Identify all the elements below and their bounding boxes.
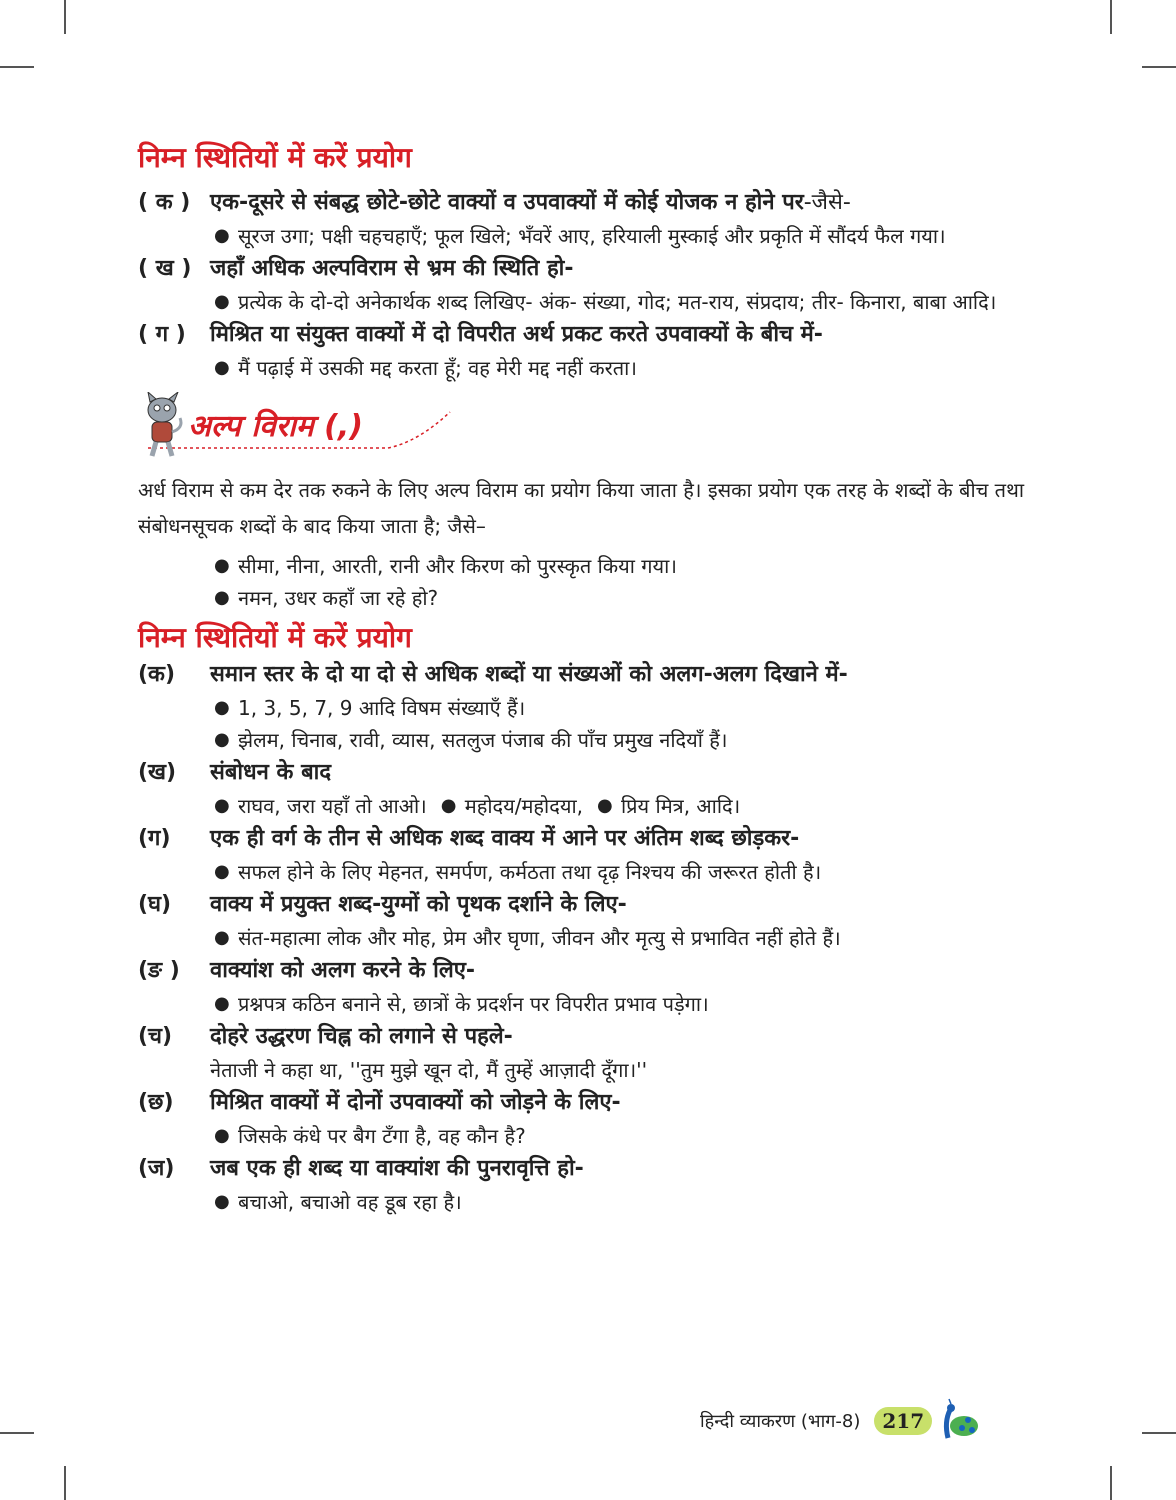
crop-mark — [1142, 66, 1176, 68]
bullet-point: ● राघव, जरा यहाँ तो आओ। ● महोदय/महोदया, ● प्रिय मित्र, आदि। — [214, 790, 1042, 822]
item-label: (ङ ) — [138, 958, 180, 983]
item-label: (क) — [138, 662, 176, 687]
list-item — [138, 954, 1042, 1020]
item-title: मिश्रित या संयुक्त वाक्यों में दो विपरीत अर्थ प्रकट करते उपवाक्यों के बीच में- — [210, 322, 823, 347]
bullet-point: ● सफल होने के लिए मेहनत, समर्पण, कर्मठता तथा दृढ़ निश्चय की जरूरत होती है। — [214, 856, 1042, 888]
list-item — [138, 1086, 1042, 1152]
item-label: ( ख ) — [138, 256, 192, 281]
crop-mark — [1110, 0, 1112, 34]
section2-heading: निम्न स्थितियों में करें प्रयोग — [138, 621, 412, 654]
list-item — [138, 318, 1042, 384]
bullet-icon: ● — [214, 357, 230, 378]
bullet-point: ● प्रश्नपत्र कठिन बनाने से, छात्रों के प्रदर्शन पर विपरीत प्रभाव पड़ेगा। — [214, 988, 1042, 1020]
bullet-icon: ● — [440, 795, 457, 816]
bullet-icon: ● — [214, 225, 230, 246]
list-item — [138, 1020, 1042, 1086]
item-title: वाक्य में प्रयुक्त शब्द-युग्मों को पृथक दर्शाने के लिए- — [210, 892, 627, 917]
item-title: दोहरे उद्धरण चिह्न को लगाने से पहले- — [210, 1024, 513, 1049]
bullet-icon: ● — [214, 1125, 230, 1146]
bullet-icon: ● — [214, 291, 230, 312]
list-item — [138, 252, 1042, 318]
bullet-point: ● बचाओ, बचाओ वह डूब रहा है। — [214, 1186, 1042, 1218]
item-suffix: -जैसे- — [803, 190, 851, 215]
page-number: 217 — [874, 1407, 932, 1435]
bullet-icon: ● — [214, 1191, 230, 1212]
bullet-icon: ● — [597, 795, 613, 816]
item-label: (ग) — [138, 826, 171, 851]
bullet-point: ● संत-महात्मा लोक और मोह, प्रेम और घृणा, जीवन और मृत्यु से प्रभावित नहीं होते हैं। — [214, 922, 1042, 954]
alp-viram-title: अल्प विराम (,) — [188, 409, 363, 444]
alp-viram-banner — [138, 392, 1042, 462]
bullet-icon: ● — [214, 587, 230, 608]
bullet-point: ● झेलम, चिनाब, रावी, व्यास, सतलुज पंजाब की पाँच प्रमुख नदियाँ हैं। — [214, 724, 1042, 756]
item-title: एक-दूसरे से संबद्ध छोटे-छोटे वाक्यों व उपवाक्यों में कोई योजक न होने पर-जैसे- — [210, 190, 851, 215]
page-content — [138, 140, 1042, 1218]
quote-example: नेताजी ने कहा था, ''तुम मुझे खून दो, मैं तुम्हें आज़ादी दूँगा।'' — [210, 1058, 648, 1082]
peacock-icon — [934, 1398, 980, 1444]
book-title: हिन्दी व्याकरण (भाग-8) — [700, 1411, 861, 1432]
bullet-point: ● 1, 3, 5, 7, 9 आदि विषम संख्याएँ हैं। — [214, 692, 1042, 724]
item-title: संबोधन के बाद — [210, 760, 332, 785]
item-title: एक ही वर्ग के तीन से अधिक शब्द वाक्य में आने पर अंतिम शब्द छोड़कर- — [210, 826, 800, 851]
crop-mark — [64, 0, 66, 34]
bullet-icon: ● — [214, 729, 230, 750]
bullet-point: ● मैं पढ़ाई में उसकी मद्द करता हूँ; वह मेरी मद्द नहीं करता। — [214, 352, 1042, 384]
page-footer — [700, 1398, 980, 1444]
list-item — [138, 822, 1042, 888]
item-title: जब एक ही शब्द या वाक्यांश की पुनरावृत्ति हो- — [210, 1156, 584, 1181]
bullet-icon: ● — [214, 555, 230, 576]
list-item — [138, 658, 1042, 756]
bullet-point: ● जिसके कंधे पर बैग टँगा है, वह कौन है? — [214, 1120, 1042, 1152]
bullet-icon: ● — [214, 795, 230, 816]
item-label: (घ) — [138, 892, 172, 917]
bullet-icon: ● — [214, 927, 230, 948]
section1-heading: निम्न स्थितियों में करें प्रयोग — [138, 141, 412, 174]
crop-mark — [64, 1466, 66, 1500]
bullet-point: ● नमन, उधर कहाँ जा रहे हो? — [214, 582, 1042, 614]
cat-mascot-icon — [140, 392, 186, 458]
item-label: ( क ) — [138, 190, 191, 215]
crop-mark — [1110, 1466, 1112, 1500]
bullet-icon: ● — [214, 697, 230, 718]
bullet-icon: ● — [214, 861, 230, 882]
crop-mark — [0, 66, 34, 68]
item-title: वाक्यांश को अलग करने के लिए- — [210, 958, 476, 983]
item-label: (ज) — [138, 1156, 175, 1181]
crop-mark — [0, 1432, 34, 1434]
bullet-point: ● सूरज उगा; पक्षी चहचहाएँ; फूल खिले; भँवरें आए, हरियाली मुस्काई और प्रकृति में सौंदर्य फैल गया। — [214, 220, 1042, 252]
item-title: मिश्रित वाक्यों में दोनों उपवाक्यों को जोड़ने के लिए- — [210, 1090, 621, 1115]
item-title: जहाँ अधिक अल्पविराम से भ्रम की स्थिति हो- — [210, 256, 574, 281]
crop-mark — [1142, 1432, 1176, 1434]
item-title: समान स्तर के दो या दो से अधिक शब्दों या संख्यओं को अलग-अलग दिखाने में- — [210, 662, 848, 687]
item-label: (च) — [138, 1024, 173, 1049]
item-label: ( ग ) — [138, 322, 186, 347]
list-item — [138, 888, 1042, 954]
item-label: (छ) — [138, 1090, 174, 1115]
alp-viram-paragraph: अर्ध विराम से कम देर तक रुकने के लिए अल्प विराम का प्रयोग किया जाता है। इसका प्रयोग एक तरह के शब्दों के बीच तथा संबोधनसूचक शब्दों के बाद किया जाता है; जैसे– — [138, 478, 1025, 538]
list-item — [138, 756, 1042, 822]
list-item — [138, 1152, 1042, 1218]
bullet-icon: ● — [214, 993, 230, 1014]
list-item — [138, 186, 1042, 252]
bullet-point: ● सीमा, नीना, आरती, रानी और किरण को पुरस्कृत किया गया। — [214, 550, 1042, 582]
item-label: (ख) — [138, 760, 177, 785]
bullet-point: ● प्रत्येक के दो-दो अनेकार्थक शब्द लिखिए- अंक- संख्या, गोद; मत-राय, संप्रदाय; तीर- किनारा, बाबा आदि। — [214, 286, 1042, 318]
